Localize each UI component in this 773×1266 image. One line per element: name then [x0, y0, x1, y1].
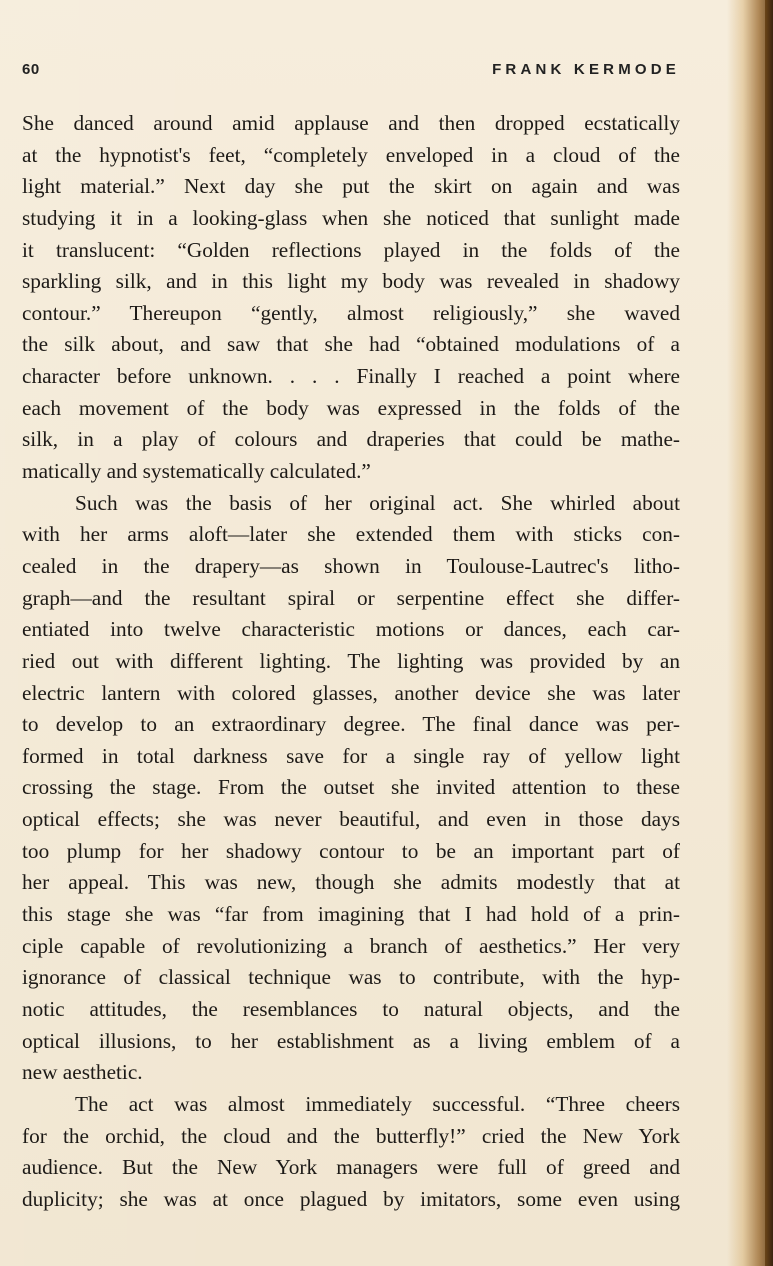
text-line: ignorance of classical technique was to contribute, with the hyp-: [22, 965, 680, 990]
text-line: it translucent: “Golden reflections played in the folds of the: [22, 237, 680, 262]
text-line: The act was almost immediately successful. “Three cheers: [75, 1091, 680, 1116]
text-line: at the hypnotist's feet, “completely enveloped in a cloud of the: [22, 142, 680, 167]
text-line: ciple capable of revolutionizing a branch of aesthetics.” Her very: [22, 933, 680, 958]
text-line: character before unknown. . . . Finally I reached a point where: [22, 364, 680, 389]
text-line: entiated into twelve characteristic motions or dances, each car-: [22, 617, 680, 642]
running-head-author: FRANK KERMODE: [492, 61, 680, 78]
text-line: duplicity; she was at once plagued by imitators, some even using: [22, 1186, 680, 1211]
text-line: her appeal. This was new, though she admits modestly that at: [22, 870, 680, 895]
text-line: electric lantern with colored glasses, another device she was later: [22, 680, 680, 705]
text-line: each movement of the body was expressed in the folds of the: [22, 395, 680, 420]
text-line: silk, in a play of colours and draperies that could be mathe-: [22, 427, 680, 452]
text-line: light material.” Next day she put the skirt on again and was: [22, 174, 680, 199]
page-binding-edge: [765, 0, 773, 1266]
text-line: studying it in a looking-glass when she noticed that sunlight made: [22, 205, 680, 230]
text-line: notic attitudes, the resemblances to natural objects, and the: [22, 996, 680, 1021]
text-line: to develop to an extraordinary degree. The final dance was per-: [22, 712, 680, 737]
text-line: crossing the stage. From the outset she invited attention to these: [22, 775, 680, 800]
text-line: with her arms aloft—later she extended them with sticks con-: [22, 522, 680, 547]
text-line: matically and systematically calculated.”: [22, 459, 371, 484]
text-line: audience. But the New York managers were full of greed and: [22, 1155, 680, 1180]
text-line: new aesthetic.: [22, 1060, 143, 1085]
text-line: contour.” Thereupon “gently, almost religiously,” she waved: [22, 300, 680, 325]
text-line: too plump for her shadowy contour to be an important part of: [22, 838, 680, 863]
text-line: the silk about, and saw that she had “obtained modulations of a: [22, 332, 680, 357]
text-line: sparkling silk, and in this light my body was revealed in shadowy: [22, 269, 680, 294]
body-text: [22, 108, 680, 1215]
text-line: She danced around amid applause and then dropped ecstatically: [22, 111, 680, 135]
text-line: this stage she was “far from imagining that I had hold of a prin-: [22, 902, 680, 927]
text-line: formed in total darkness save for a single ray of yellow light: [22, 743, 680, 768]
text-line: for the orchid, the cloud and the butterfly!” cried the New York: [22, 1123, 680, 1148]
text-line: ried out with different lighting. The lighting was provided by an: [22, 648, 680, 673]
text-line: cealed in the drapery—as shown in Toulouse-Lautrec's litho-: [22, 553, 680, 578]
text-line: Such was the basis of her original act. She whirled about: [75, 490, 680, 515]
text-line: graph—and the resultant spiral or serpentine effect she differ-: [22, 585, 680, 610]
page-number: 60: [22, 61, 40, 78]
running-head: [22, 61, 680, 81]
text-line: optical illusions, to her establishment as a living emblem of a: [22, 1028, 680, 1053]
text-line: optical effects; she was never beautiful, and even in those days: [22, 807, 680, 832]
